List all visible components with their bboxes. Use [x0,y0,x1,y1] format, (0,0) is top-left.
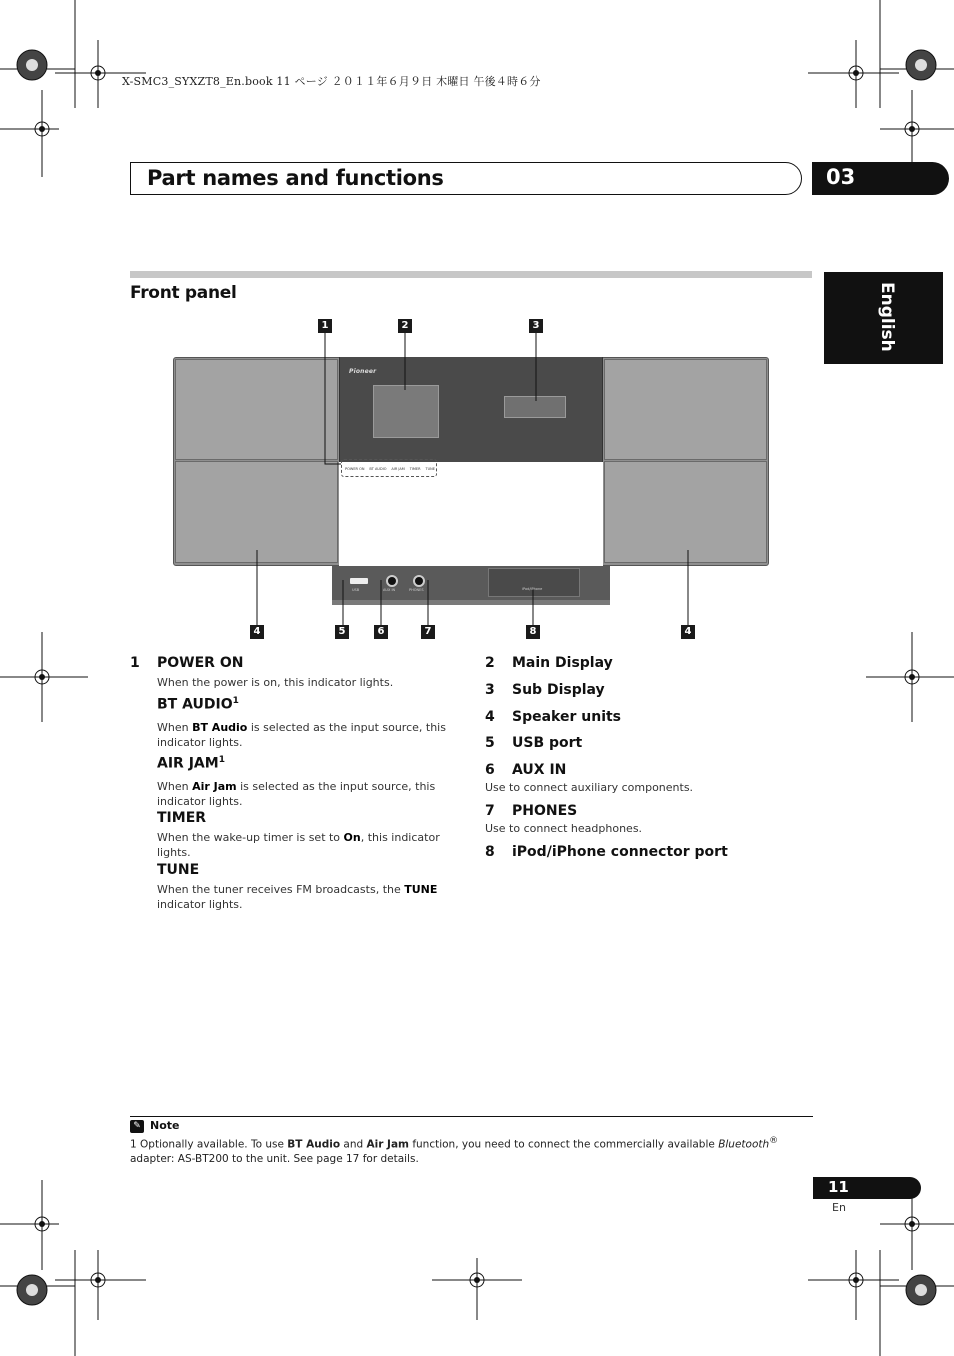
callout-4-left: 4 [250,625,264,639]
item-3-heading [485,682,605,698]
text: When [157,721,193,734]
callout-8: 8 [526,625,540,639]
page-number-badge [813,1177,921,1199]
note-icon: ✎ [130,1120,144,1133]
callout-1: 1 [318,319,332,333]
power-on-description: When the power is on, this indicator lights. [157,676,394,689]
note-heading: Note [150,1119,180,1132]
timer-description [157,830,447,860]
callout-3: 3 [529,319,543,333]
item-8-heading [485,844,728,860]
indicator-air-jam: AIR JAM [391,467,405,471]
footnote-ref: 1 [232,696,239,706]
sub-title: TIMER [157,810,207,826]
text: adapter: AS-BT200 to the unit. See page 17 for details. [130,1152,419,1165]
callout-6: 6 [374,625,388,639]
aux-in-description: Use to connect auxiliary components. [485,781,694,794]
callout-5: 5 [335,625,349,639]
item-title: AUX IN [512,762,567,778]
tune-description [157,882,447,912]
item-number: 7 [485,803,495,819]
item-7-heading [485,803,577,819]
item-2-heading [485,655,613,671]
registered-mark: ® [769,1136,779,1146]
usb-label: USB [352,588,360,592]
bt-audio-description [157,720,447,750]
air-jam-heading [157,755,225,772]
text: indicator lights. [157,898,243,911]
item-title: Sub Display [512,682,605,698]
callout-4-right: 4 [681,625,695,639]
text: function, you need to connect the commercially available [408,1138,719,1151]
note-number: 1 [130,1138,137,1151]
bold-text: BT Audio [287,1138,341,1151]
chapter-number: 03 [826,165,856,189]
bold-text: On [343,831,361,844]
note-text [130,1134,800,1166]
item-number: 8 [485,844,495,860]
item-number: 5 [485,735,495,751]
text: , this indicator lights. [157,831,440,859]
text: is selected as the input source, this indicator lights. [157,721,446,749]
aux-in-label: AUX IN [383,588,396,592]
item-number: 4 [485,709,495,725]
item-number: 1 [130,655,140,671]
text: When [157,780,193,793]
brand-logo: Pioneer [349,368,377,375]
item-number: 3 [485,682,495,698]
page-number: 11 [828,1178,849,1196]
item-title: PHONES [512,803,578,819]
item-number: 6 [485,762,495,778]
item-6-heading [485,762,566,778]
callout-2: 2 [398,319,412,333]
print-info: X-SMC3_SYXZT8_En.book 11 ページ ２０１１年６月９日 木曜日 午後４時６分 [122,75,541,88]
section-title: Front panel [130,283,237,303]
sub-title: TUNE [157,862,200,878]
page-language: En [832,1201,846,1214]
sub-title: BT AUDIO [157,696,233,713]
bold-text: Air Jam [366,1138,409,1151]
text: and [340,1138,367,1151]
language-label: English [877,282,897,352]
text: When the tuner receives FM broadcasts, the [157,883,405,896]
item-number: 2 [485,655,495,671]
footnote-ref: 1 [218,755,225,765]
phones-description: Use to connect headphones. [485,822,643,835]
tune-heading [157,862,199,878]
item-4-heading [485,709,621,725]
item-title: iPod/iPhone connector port [512,844,728,860]
bold-text: TUNE [404,883,438,896]
item-title: USB port [512,735,583,751]
bt-audio-heading [157,696,239,713]
indicator-tune: TUNE [425,467,435,471]
sub-title: AIR JAM [157,755,219,772]
item-5-heading [485,735,582,751]
callout-7: 7 [421,625,435,639]
indicator-power-on: POWER ON [345,467,365,471]
dock-label: iPod/iPhone [522,587,543,591]
text: Optionally available. To use [136,1138,288,1151]
timer-heading [157,810,206,826]
bold-text: Air Jam [192,780,237,793]
page-title: Part names and functions [147,166,444,190]
air-jam-description [157,779,447,809]
text: is selected as the input source, this indicator lights. [157,780,436,808]
bold-text: BT Audio [192,721,248,734]
italic-text: Bluetooth [718,1138,770,1151]
note-rule [130,1116,813,1117]
phones-label: PHONES [409,588,424,592]
item-title: Main Display [512,655,613,671]
item-title: POWER ON [157,655,244,671]
item-1-heading [130,655,243,671]
indicator-timer: TIMER [409,467,421,471]
indicator-bt-audio: BT AUDIO [369,467,387,471]
item-title: Speaker units [512,709,622,725]
text: When the wake-up timer is set to [157,831,344,844]
